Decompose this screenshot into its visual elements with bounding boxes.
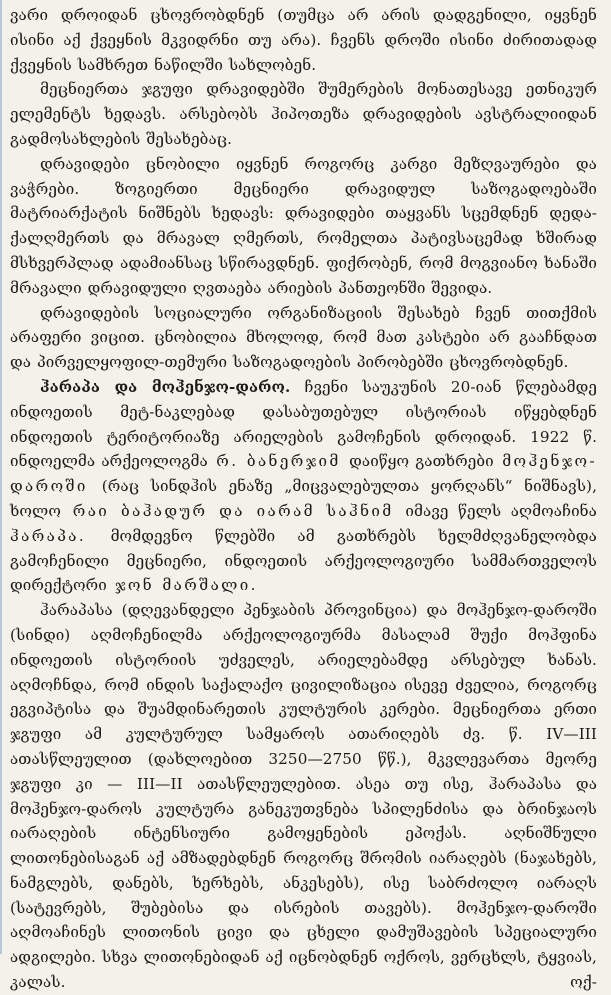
name-banerji: რ. ბანერჯიმ (207, 452, 350, 471)
paragraph-6: ჰარაპასა (დღევანდელი პენჯაბის პროვინცია) და მოჰენჯო-დაროში (სინდი) აღმოჩენილმა არქეოლოგიურმა მასალამ შუქი მოჰფინა ინდოეთის ისტორიის უძველეს, არიელებამდე არსებულ ხანას. აღმოჩნდა, რომ ინდის საქალაქო ცივილიზაცია ისევე ძველია, როგორც ეგვიპტისა და შუამდინარეთის კულტურის კერები. მეცნიერთა ერთი ჯგუფი ამ კულტურულ სამყაროს ათარიღებს ძვ. წ. IV—III ათასწლეულით (დახლოებით 3250—2750 წწ.), მკვლევართა მეორე ჯგუფი კი — III—II ათასწლეულებით. ასეა თუ ისე, ჰარაპასა და მოჰენჯო-დაროს კულტურა განეკუთვნება სპილენძისა და ბრინჯაოს იარაღების ინტენსიური გამოყენების ეპოქას. აღნიშნული ლითონებისაგან აქ ამზადებდნენ როგორც შრომის იარაღებს (ნაჯახებს, ნამგლებს, დანებს, ხერხებს, ანკესებს), ისე საბრძოლო იარაღს (სატევრებს, შუბებისა და ისრების თავებს). მოჰენჯო-დაროში აღმოაჩინეს ლითონის ცივი და ცხელი დამუშავების სპეციალური ადგილები. სხვა ლითონებიდან აქ იცნობდნენ ოქროს, ვერცხლს, ტყვიას, კალას. ოქ- (10, 601, 597, 992)
page-left-edge (0, 0, 2, 954)
paragraph-1: ვარი დროიდან ცხოვრობდნენ (თუმცა არ არის დადგენილი, იყვნენ ისინი აქ ქვეყნის მკვიდრნი თუ არა). ჩვენს დროში ისინი ძირითადად ქვეყნის სამხრეთ ნაწილში სახლობენ. (10, 6, 597, 74)
section-heading-harappa: ჰარაპა და მოჰენჯო-დარო. (40, 377, 291, 396)
paragraph-5-text-d: იმავე წელს აღმოაჩინა (405, 501, 597, 520)
paragraph-2: მეცნიერთა ჯგუფი დრავიდებში შუმერების მონათესავე ეთნიკურ ელემენტს ხედავს. არსებობს ჰიპოთეზა დრავიდების ავსტრალიიდან გადმოსახლების შესახებაც. (10, 80, 597, 148)
name-rai-bahadur-sahni: რაი ბაჰადურ და იარამ საჰნიმ (60, 501, 406, 520)
place-mohenjo-daro: მოჰენჯო-დაროში (10, 452, 598, 496)
paragraph-4: დრავიდების სოციალური ორგანიზაციის შესახებ ჩვენ თითქმის არაფერი ვიცით. ცნობილია მხოლოდ, რომ მათ კასტები არ გააჩნდათ და პირველყოფილ-თემური საზოგადოების პირობებში ცხოვრობდნენ. (10, 303, 597, 372)
paragraph-5-text-b: დაიწყო გათხრები (349, 452, 494, 471)
paragraph-3: დრავიდები ცნობილი იყვნენ როგორც კარგი მეზღვაურები და ვაჭრები. ზოგიერთი მეცნიერი დრავიდულ საზოგადოებაში მატრიარქატის ნიშნებს ხედავს: დრავიდები თაყვანს სცემდნენ დედა-ქალღმერთს და მრავალ ღმერთს, რომელთა პატივსაცემად ხშირად მსხვერპლად ადამიანსაც სწირავდნენ. ფიქრობენ, რომ მოგვიანო ხანაში მრავალი დრავიდული ღვთაება არიების პანთეონში შევიდა. (10, 154, 597, 297)
name-john-marshall: ჯონ მარშალი. (106, 576, 258, 595)
paragraph-5-text-e: მომდევნო წლებში ამ გათხრებს ხელმძღვანელობდა გამოჩენილი მეცნიერი, ინდოეთის არქეოლოგიური სამმართველოს დირექტორი (10, 526, 597, 595)
paragraph-5-text-a: ჩვენი საუკუნის 20-იან წლებამდე ინდოეთის მეტ-ნაკლებად დასაბუთებულ ისტორიას იწყებდნენ ინდოეთის ტერიტორიაზე არიელების გამოჩენის დროიდან. 1922 წ. ინდოელმა არქეოლოგმა (10, 377, 597, 471)
paragraph-5 (10, 375, 597, 598)
place-harappa: ჰარაპა. (10, 526, 111, 545)
paragraph-5-text-c: (რაც სინდჰის ენაზე „მიცვალებულთა ყორღანს“ ნიშნავს), ხოლო (10, 477, 597, 520)
